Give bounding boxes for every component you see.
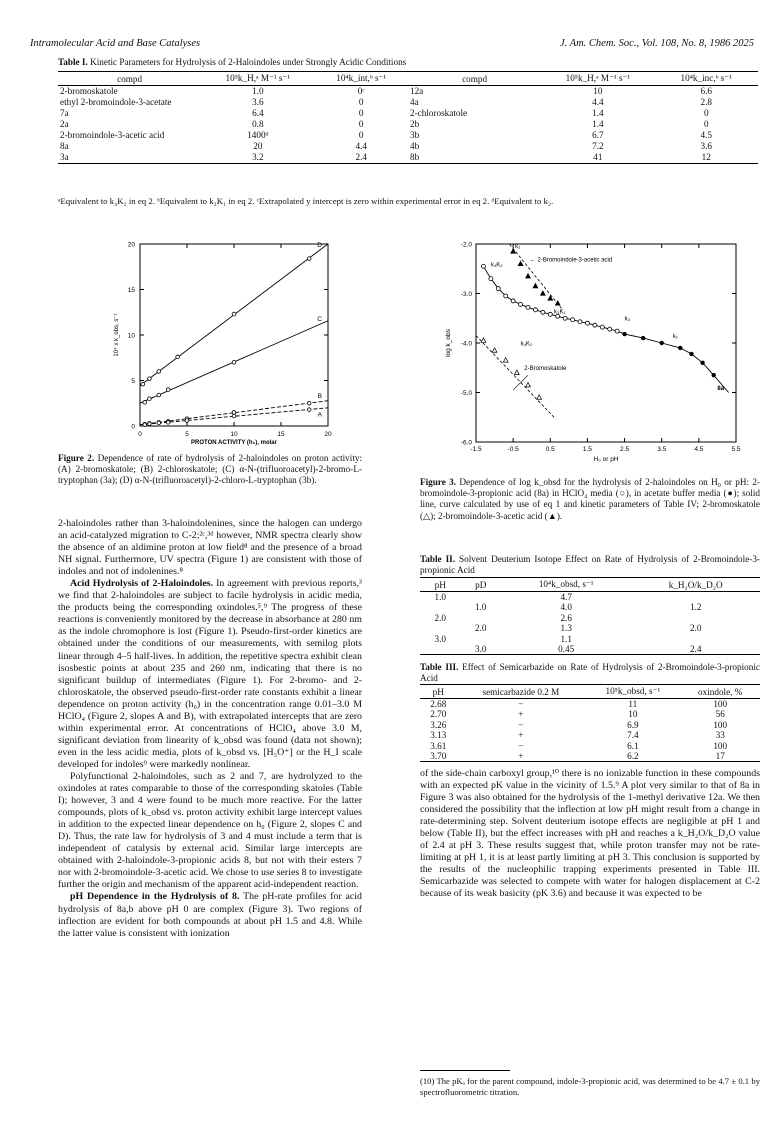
table2-cell: 2.6 <box>560 612 572 623</box>
paragraph: Polyfunctional 2-haloindoles, such as 2 and 7, are hydrolyzed to the oxindoles at rates comparable to those of the corresponding skatoles (Table I); however, 3 and 4 were found to be much more reactive. For the latter compounds, plots of k_obsd vs. proton activity exhibit large intercept values in addition to the expected linear dependence on h₀ (Figure 2, slopes C and D). Thus, the rate law for hydrolysis of 3 and 4 must include a term that is independent of catalysis by external acid. Similar large intercepts are obtained with 2-haloindole-3-propionic acids 8, but not with their esters 7 nor with 2-bromoindole-3-acetic acid. We chose to use series 8 to investigate further the origin and mechanism of the apparent acid-independent reaction. <box>58 770 362 891</box>
table1-cell: 0 <box>358 119 364 129</box>
table1-cell: 12 <box>655 152 758 164</box>
table1-cell: 0 <box>358 108 364 118</box>
fig3-point-8a-hclo4 <box>593 323 597 327</box>
table3-cell: 100 <box>713 719 728 730</box>
fig3-x-tick-label: 5.5 <box>731 446 741 453</box>
table3-cell: − <box>518 699 524 709</box>
table1-cell: 0 <box>703 108 709 118</box>
fig2-x-tick-label: 20 <box>324 431 332 438</box>
table2-cell: 2.4 <box>631 644 760 655</box>
fig3-annotation: ← 2-Bromoindole-3-acetic acid <box>529 257 613 264</box>
table1-cell: 3.6 <box>700 141 712 151</box>
table2-header-row <box>420 578 760 592</box>
table1-cell: 2b <box>409 119 420 129</box>
table3-header-row <box>420 685 760 699</box>
table1-row <box>58 97 758 108</box>
fig3-point-bromoskatole <box>492 348 497 352</box>
table3-cell: 100 <box>713 740 728 751</box>
fig2-point-D <box>141 382 145 386</box>
fig2-y-tick-label: 5 <box>131 378 135 385</box>
table2 <box>420 577 760 655</box>
fig3-point-8a-hclo4 <box>600 325 604 329</box>
fig3-point-acetic-acid <box>540 291 545 295</box>
fig3-x-tick-label: 3.5 <box>657 446 667 453</box>
table3-row <box>420 709 760 719</box>
fig2-point-C <box>232 361 236 365</box>
table1-footnote: ᵃEquivalent to k₄K₂ in eq 2. ᵇEquivalent to k₃K₁ in eq 2. ᶜExtrapolated y intercept is zero within experimental error in eq 2. ᵈEquivalent to k₂. <box>58 196 554 206</box>
table2-title: Solvent Deuterium Isotope Effect on Rate of Hydrolysis of 2-Bromoindole-3-propionic Acid <box>420 554 760 576</box>
figure3-plot <box>420 236 760 472</box>
table2-cell: 1.0 <box>475 602 487 613</box>
table1-col-header: compd <box>58 72 201 86</box>
fig3-point-acetic-acid <box>533 283 538 287</box>
fig2-point-D <box>307 257 311 261</box>
table3-cell: 33 <box>715 730 725 741</box>
table1-title: Kinetic Parameters for Hydrolysis of 2-Haloindoles under Strongly Acidic Conditions <box>90 57 407 67</box>
table2-cell <box>631 613 760 623</box>
fig2-point-C <box>157 393 161 397</box>
fig3-point-8a-hclo4 <box>608 327 612 331</box>
fig3-point-8a-hclo4 <box>481 264 485 268</box>
table1-cell: 4.5 <box>700 130 712 140</box>
fig3-x-tick-label: 4.5 <box>694 446 704 453</box>
fig3-y-tick-label: -2.0 <box>460 241 472 249</box>
table1-cell: 1400ᵈ <box>247 130 269 140</box>
table1-cell: 0 <box>703 119 709 129</box>
fig2-line-label: A <box>317 411 322 419</box>
table1-cell: 4a <box>409 97 419 107</box>
fig2-x-tick-label: 15 <box>277 431 285 438</box>
figure3-caption-text: Dependence of log k_obsd for the hydrolysis of 2-haloindoles on H₀ or pH: 2-bromoindole-3-propionic acid (8a) in HClO₄ media (○), in acetate buffer media (●); solid line, curve calculated by use of eq 1 and kinetic parameters of Table IV; 2-bromoskatole (△); 2-bromoindole-3-acetic acid (▲). <box>420 477 760 521</box>
fig2-point-A <box>232 414 236 418</box>
table2-cell: 0.45 <box>501 644 631 655</box>
table3-cell: 10 <box>628 709 638 720</box>
table1-row <box>58 119 758 130</box>
fig3-point-8a-acetate <box>689 352 693 356</box>
table2-row <box>420 623 760 633</box>
figure2-caption <box>58 453 362 487</box>
fig2-point-C <box>166 388 170 392</box>
fig2-point-B <box>307 401 311 405</box>
fig2-line-label: C <box>317 315 322 323</box>
table1-cell: 2.8 <box>700 97 712 107</box>
table2-col-header: 10⁴k_obsd, s⁻¹ <box>501 578 631 592</box>
table3-col-header: semicarbazide 0.2 M <box>457 685 586 699</box>
table3-cell: + <box>518 709 524 720</box>
table3 <box>420 684 760 762</box>
table1-cell: 0ᶜ <box>357 86 365 96</box>
fig3-point-8a-hclo4 <box>526 305 530 309</box>
table1-cell: 8b <box>408 152 541 164</box>
table3-row <box>420 720 760 730</box>
table3-col-header: oxindole, % <box>680 685 760 699</box>
table1-label: Table I. <box>58 57 88 67</box>
fig3-frame <box>476 244 736 442</box>
fig3-point-bromoskatole <box>503 358 508 362</box>
figure2-caption-text: Dependence of rate of hydrolysis of 2-haloindoles on proton activity: (A) 2-bromoskatole; (B) 2-chloroskatole; (C) α-N-(trifluoroacetyl)-2-bromo-L-tryptophan (3a); (D) α-N-(trifluoroacetyl)-2-chloro-L-tryptophan (3b). <box>58 453 363 486</box>
table2-cell: 1.2 <box>689 602 702 613</box>
fig3-point-8a-acetate <box>678 346 682 350</box>
fig3-point-8a-hclo4 <box>533 308 537 312</box>
table1-cell: 8a <box>60 141 69 151</box>
fig2-y-tick-label: 0 <box>131 423 135 431</box>
fig3-point-8a-acetate <box>660 341 664 345</box>
table1-cell: 1.4 <box>592 108 604 118</box>
fig3-point-8a-hclo4 <box>563 316 567 320</box>
figure3-caption-label: Figure 3. <box>420 477 457 487</box>
fig2-frame <box>140 241 328 426</box>
table2-row <box>420 592 760 603</box>
table2-cell: 2.0 <box>434 612 446 623</box>
fig3-point-8a-hclo4 <box>489 277 493 281</box>
fig3-x-tick-label: 1.5 <box>582 446 592 453</box>
table2-cell: 1.0 <box>434 592 446 602</box>
fig2-point-A <box>143 423 147 427</box>
table2-row <box>420 644 760 655</box>
fig3-annotation: k₃ <box>624 316 631 323</box>
fig2-point-D <box>157 370 161 374</box>
table1-col-header: 10⁴k_int,ᵇ s⁻¹ <box>314 72 408 86</box>
footnote-rule <box>420 1070 510 1071</box>
table3-cell: 7.4 <box>627 730 639 741</box>
table1-cell: 10 <box>593 86 603 96</box>
table3-cell: − <box>518 719 524 730</box>
figure3-caption <box>420 477 760 522</box>
fig2-line-label: D <box>317 241 322 249</box>
section-heading: pH Dependence in the Hydrolysis of 8. <box>70 891 240 903</box>
table2-cell: 3.0 <box>461 644 502 655</box>
table1-cell: 0 <box>358 97 364 107</box>
fig3-calc-curve-8a <box>483 266 728 392</box>
fig3-point-acetic-acid <box>518 261 523 265</box>
fig2-line-label: B <box>317 392 322 400</box>
table1-cell: 3.6 <box>252 97 264 107</box>
table2-row <box>420 602 760 612</box>
fig3-point-8a-acetate <box>712 373 716 377</box>
table2-row <box>420 634 760 644</box>
fig3-x-tick-label: 0.5 <box>545 446 555 453</box>
fig2-y-axis-label: 10⁴ x k_obs, s⁻¹ <box>114 313 120 357</box>
table1-cell: 4b <box>409 141 420 151</box>
table1-cell: 2.4 <box>314 152 408 164</box>
table1-cell: 4.4 <box>592 97 604 107</box>
left-column-text <box>58 518 362 940</box>
figure2-caption-label: Figure 2. <box>58 453 95 463</box>
fig2-point-D <box>176 355 180 359</box>
table1-cell: 4.4 <box>355 141 367 151</box>
fig3-point-acetic-acid <box>526 274 531 278</box>
fig3-line-bromoskatole <box>476 336 554 418</box>
fig2-point-D <box>232 312 236 316</box>
fig2-y-tick-label: 10 <box>127 332 135 340</box>
fig2-y-tick-label: 20 <box>127 241 135 249</box>
fig2-y-tick-label: 15 <box>127 287 135 294</box>
table1-cell: 7a <box>60 108 69 118</box>
table1-cell: 12a <box>409 86 424 96</box>
table2-label: Table II. <box>420 554 456 564</box>
table2-cell <box>420 644 461 655</box>
fig3-line-acetic-acid <box>509 244 561 308</box>
table2-cell <box>461 634 502 644</box>
table1-row <box>58 86 758 98</box>
table3-cell: 2.68 <box>430 699 447 709</box>
table1-cell: 3a <box>58 152 201 164</box>
right-column-text <box>420 768 760 901</box>
table2-cell: 3.0 <box>434 633 446 644</box>
table3-cell: 3.70 <box>420 751 457 762</box>
table1-cell: 6.7 <box>592 130 604 140</box>
fig3-annotation: 8a <box>717 386 725 393</box>
fig3-y-tick-label: -4.0 <box>460 340 472 348</box>
table3-row <box>420 741 760 751</box>
fig3-point-8a-hclo4 <box>548 312 552 316</box>
table1-cell: 1.4 <box>592 119 604 129</box>
fig3-point-8a-acetate <box>641 336 645 340</box>
table3-cell: 56 <box>715 709 725 720</box>
table2-cell: 2.0 <box>689 623 702 634</box>
running-header-left: Intramolecular Acid and Base Catalyses <box>30 38 201 49</box>
fig2-point-B <box>232 411 236 415</box>
fig3-annotation: k₄K₂ <box>520 341 533 348</box>
table1-cell: 0.8 <box>252 119 264 129</box>
fig3-annotation: k₃K₁ <box>554 309 566 316</box>
table3-row <box>420 751 760 762</box>
fig3-point-bromoskatole <box>514 370 519 374</box>
section-heading: Acid Hydrolysis of 2-Haloindoles. <box>70 578 214 590</box>
fig3-y-tick-label: -6.0 <box>460 439 472 447</box>
table3-cell: 6.1 <box>627 740 639 751</box>
table2-cell <box>420 602 461 612</box>
fig3-point-8a-acetate <box>622 332 626 336</box>
fig3-annotation: k₁ <box>672 334 678 341</box>
fig3-point-acetic-acid <box>555 301 560 305</box>
fig3-point-bromoskatole <box>481 338 486 342</box>
fig2-x-tick-label: 0 <box>138 431 142 438</box>
fig3-point-8a-hclo4 <box>585 321 589 325</box>
table1-cell: 20 <box>253 141 263 151</box>
fig3-x-axis-label: H₀ or pH <box>593 456 619 463</box>
footnote-10: (10) The pKₐ for the parent compound, indole-3-propionic acid, was determined to be 4.7 ± 0.1 by spectrofluorometric titration. <box>420 1076 760 1097</box>
table2-cell <box>631 592 760 603</box>
table3-col-header: 10⁵k_obsd, s⁻¹ <box>585 685 680 699</box>
fig2-point-C <box>148 397 152 401</box>
fig3-point-8a-hclo4 <box>504 294 508 298</box>
fig3-point-8a-hclo4 <box>496 287 500 291</box>
table3-row <box>420 699 760 710</box>
fig2-x-tick-label: 5 <box>185 431 189 438</box>
table1-col-header: compd <box>408 72 541 86</box>
table1-cell: 3b <box>409 130 420 140</box>
table1-cell: 2a <box>60 119 69 129</box>
fig3-annotation: k₄K₂ <box>490 262 503 269</box>
table1-col-header: 10⁴k_inc,ᵇ s⁻¹ <box>655 72 758 86</box>
fig3-x-tick-label: -1.5 <box>470 446 482 453</box>
table1-row <box>58 130 758 141</box>
table3-cell: 3.61 <box>430 740 447 751</box>
paragraph: Acid Hydrolysis of 2-Haloindoles. In agreement with previous reports,³ we find that 2-haloindoles are subject to facile hydrolysis in acidic media, the products being the corresponding oxindoles.⁵,⁹ The progress of these reactions is conveniently monitored by the decrease in absorbance at 280 nm as the indole chromophore is lost (Figure 1). Pseudo-first-order kinetics are obtained under the conditions of our measurements, with semilog plots linear through 4–5 half-lives. In addition, the repetitive spectra exhibit clean isosbestic points at about 235 and 260 nm, indicating that there is no significant buildup of intermediates (Figure 1). For 2-bromo- and 2-chloroskatole, the observed pseudo-first-order rate constants exhibit a linear dependence on proton activity (h₀) in the concentration range 0.01–3.0 M HClO₄ (Figure 2, slopes A and B), with extrapolated intercepts that are zero within experimental error. At concentrations of HClO₄ above 3.0 M, significant deviation from linearity of k_obsd was found (data not shown); even in the less acidic media, plots of k_obsd vs. [H₃O⁺] or the H_I scale developed for indoles⁹ were markedly nonlinear. <box>58 578 363 770</box>
fig2-point-A <box>307 408 311 412</box>
table1-col-header: 10⁵k_H,ᵃ M⁻¹ s⁻¹ <box>201 72 314 86</box>
table2-cell <box>420 623 461 633</box>
fig3-annotation: k₂ <box>515 243 521 250</box>
table2-cell: 2.0 <box>475 623 487 634</box>
figure2-plot <box>58 236 358 446</box>
table2-cell: 1.3 <box>560 623 572 634</box>
fig2-point-D <box>148 377 152 381</box>
fig2-point-C <box>143 401 147 405</box>
fig2-x-axis-label: PROTON ACTIVITY (h₀), molar <box>191 440 277 446</box>
table3-label: Table III. <box>420 662 459 672</box>
table1-cell: 3.2 <box>201 152 314 164</box>
table3-cell: 6.9 <box>627 719 639 730</box>
table3-cell: − <box>518 740 524 751</box>
table1-cell: 6.4 <box>252 108 264 118</box>
table2-cell <box>461 592 502 603</box>
table3-cell: 3.26 <box>430 719 447 730</box>
fig3-point-bromoskatole <box>537 395 542 399</box>
table3-caption <box>420 662 760 684</box>
table3-cell: 3.13 <box>430 730 447 741</box>
table2-col-header: k_H₂O/k_D₂O <box>631 578 760 592</box>
table2-cell: 4.0 <box>560 602 572 613</box>
paragraph: of the side-chain carboxyl group,¹⁰ there is no ionizable function in these compounds with an expected pK value in the vicinity of 1.5.⁹ A plot very similar to that of 8a in Figure 3 was also obtained for the hydrolysis of the 1-methyl derivative 12a. We then considered the possibility that the inflection at low pH might result from a change in rate-determining step. Solvent deuterium isotope effects are negligible at pH 1 and below (Table II), but the effect increases with pH and reaches a k_H₂O/k_D₂O value of 2.4 at pH 3. These results suggest that, while proton transfer may not be rate-limiting at pH 1, it is at least partly limiting at pH 3. This conclusion is supported by the results of the nucleophilic trapping experiments presented in Table III. Semicarbazide was selected to compete with water for halogen displacement at C-2 because of its weak basicity (pK 3.6) and because it was expected to be <box>420 768 760 900</box>
fig3-y-tick-label: -5.0 <box>460 390 472 397</box>
table1 <box>58 71 758 164</box>
table3-cell: 6.2 <box>585 751 680 762</box>
fig3-x-tick-label: 2.5 <box>620 446 630 453</box>
fig2-point-A <box>157 421 161 425</box>
table2-cell: 4.7 <box>560 592 572 602</box>
fig3-x-tick-label: -0.5 <box>507 446 519 453</box>
fig3-point-8a-acetate <box>700 361 704 365</box>
fig3-annotation: 2-Bromoskatole <box>524 366 567 373</box>
table2-col-header: pD <box>461 578 502 592</box>
table2-caption <box>420 554 760 576</box>
fig3-point-8a-hclo4 <box>578 320 582 324</box>
table2-row <box>420 613 760 623</box>
fig3-point-8a-hclo4 <box>519 302 523 306</box>
fig2-point-A <box>185 419 189 423</box>
table3-cell: 17 <box>680 751 760 762</box>
table3-title: Effect of Semicarbazide on Rate of Hydrolysis of 2-Bromoindole-3-propionic Acid <box>420 662 760 684</box>
paragraph: pH Dependence in the Hydrolysis of 8. The pH-rate profiles for acid hydrolysis of 8a,b above pH 0 are complex (Figure 3). Two regions of inflection are evident for both compounds at about pH 1.5 and 4.8. While the latter value is consistent with ionization <box>58 891 362 939</box>
table1-row <box>58 141 758 152</box>
table1-col-header: 10⁵k_H,ᵃ M⁻¹ s⁻¹ <box>541 72 654 86</box>
table1-cell: 2-chloroskatole <box>409 108 468 118</box>
table3-row <box>420 730 760 740</box>
table1-cell: ethyl 2-bromoindole-3-acetate <box>60 97 172 107</box>
fig2-point-A <box>166 421 170 425</box>
table3-cell: 11 <box>628 699 638 709</box>
table1-cell: 2-bromoskatole <box>60 86 118 96</box>
fig3-y-axis-label: log k_obs <box>445 329 452 357</box>
table1-cell: 1.0 <box>252 86 264 96</box>
table2-cell <box>461 613 502 623</box>
table3-cell: 100 <box>713 699 728 709</box>
table1-header-row <box>58 72 758 86</box>
fig3-point-8a-hclo4 <box>571 318 575 322</box>
fig2-x-tick-label: 10 <box>230 431 238 438</box>
table1-row <box>58 152 758 164</box>
table1-caption <box>58 57 738 67</box>
table1-cell: 41 <box>541 152 654 164</box>
fig3-point-8a-hclo4 <box>511 299 515 303</box>
table1-cell: 7.2 <box>592 141 604 151</box>
table2-col-header: pH <box>420 578 461 592</box>
running-header-right: J. Am. Chem. Soc., Vol. 108, No. 8, 1986 2025 <box>559 38 754 49</box>
table3-col-header: pH <box>420 685 457 699</box>
fig3-point-bromoskatole <box>526 382 531 386</box>
table1-cell: 6.6 <box>700 86 712 96</box>
table3-cell: + <box>457 751 586 762</box>
table2-cell: 1.1 <box>560 633 572 644</box>
fig3-point-8a-hclo4 <box>541 310 545 314</box>
table1-row <box>58 108 758 119</box>
table2-cell <box>631 634 760 644</box>
table1-cell: 0 <box>358 130 364 140</box>
paragraph: 2-haloindoles rather than 3-haloindolenines, since the halogen can undergo an acid-catalyzed migration to C-2;²ᶜ,³ᵈ however, NMR spectra clearly show the absence of an aldimine proton at low field⁸ and the presence of a broad NH signal. Furthermore, UV spectra (Figure 1) are consistent with those of indoles and not of indolenines.⁸ <box>58 518 362 578</box>
table3-cell: + <box>518 730 524 741</box>
fig3-point-8a-hclo4 <box>615 329 619 333</box>
table1-cell: 2-bromoindole-3-acetic acid <box>60 130 165 140</box>
table3-cell: 2.70 <box>430 709 447 720</box>
fig2-point-A <box>148 422 152 426</box>
fig3-y-tick-label: -3.0 <box>460 291 472 298</box>
